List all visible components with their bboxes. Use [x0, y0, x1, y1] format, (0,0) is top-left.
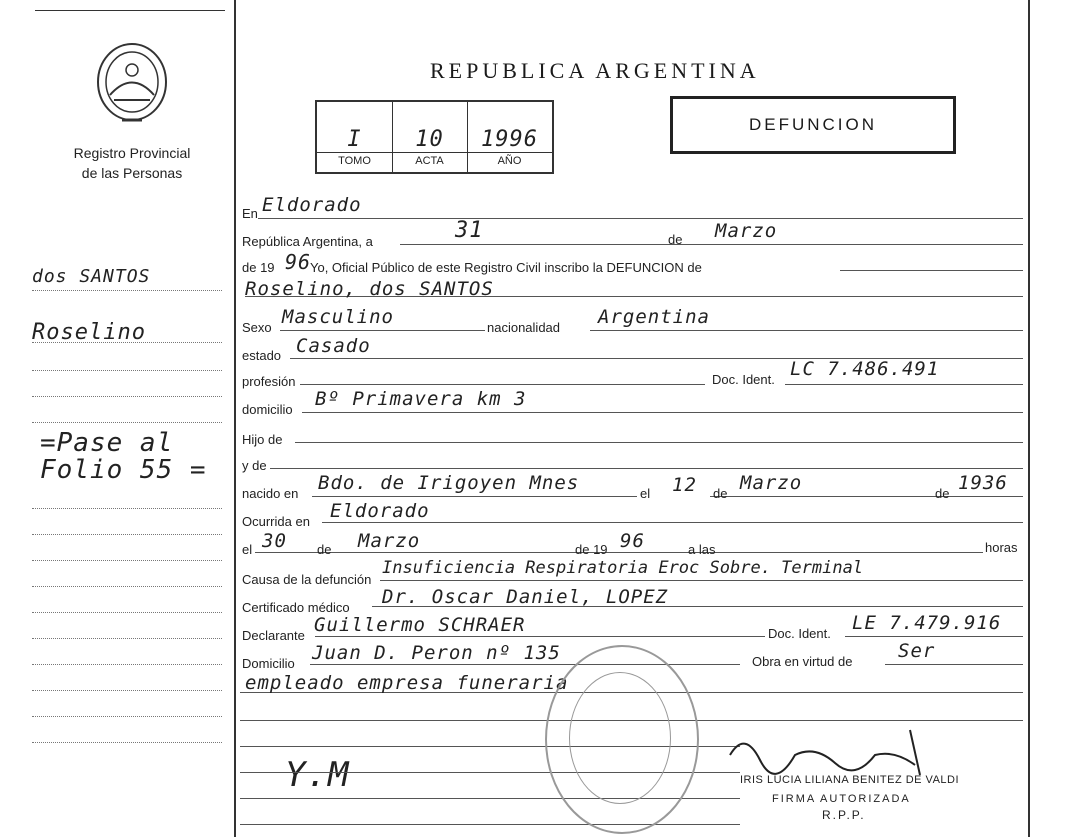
margin-note-pase-2: Folio 55 =: [40, 455, 207, 485]
decl-domicilio-value: Juan D. Peron nº 135: [312, 642, 561, 664]
nacionalidad-value: Argentina: [598, 306, 710, 328]
birth-year-value: 1936: [958, 472, 1008, 494]
estado-label: estado: [242, 348, 282, 363]
column-divider: [234, 0, 236, 837]
nacido-label: nacido en: [242, 486, 299, 501]
birth-de-label: de: [713, 486, 728, 501]
misiones-seal-icon: [92, 40, 172, 130]
en-value: Eldorado: [262, 194, 362, 216]
decl-domicilio-label: Domicilio: [242, 656, 295, 671]
birth-de2-label: de: [935, 486, 950, 501]
birth-day-value: 12: [672, 474, 697, 496]
deceased-value: Roselino, dos SANTOS: [245, 278, 494, 300]
ocurrida-value: Eldorado: [330, 500, 430, 522]
yo-text: Yo, Oficial Público de este Registro Civil inscribo la DEFUNCION de: [310, 260, 702, 275]
en-label: En: [242, 206, 258, 221]
doc-ident-label: Doc. Ident.: [712, 372, 775, 387]
declarante-label: Declarante: [242, 628, 305, 643]
domicilio-label: domicilio: [242, 402, 293, 417]
margin-initials-signature: Y.M: [285, 755, 350, 795]
decl-doc-value: LE 7.479.916: [852, 612, 1002, 634]
country-title: REPUBLICA ARGENTINA: [430, 58, 760, 83]
year-value: 96: [285, 250, 312, 274]
hijo-label: Hijo de: [242, 432, 283, 447]
margin-note-pase-1: =Pase al: [40, 428, 174, 458]
ocurrida-label: Ocurrida en: [242, 514, 310, 529]
firma-label: FIRMA AUTORIZADA: [772, 793, 911, 805]
death-el-label: el: [242, 542, 253, 557]
obra-label: Obra en virtud de: [752, 654, 853, 669]
sexo-value: Masculino: [282, 306, 394, 328]
tomo-label: TOMO: [338, 155, 371, 167]
margin-note-surname: dos SANTOS: [32, 266, 151, 287]
a-las-label: a las: [688, 542, 716, 557]
registry-stamp-icon: [545, 645, 699, 834]
birth-month-value: Marzo: [740, 472, 803, 494]
declarante-value: Guillermo SCHRAER: [314, 614, 526, 636]
doc-type-label: DEFUNCION: [748, 115, 878, 134]
nacido-value: Bdo. de Irigoyen Mnes: [318, 472, 580, 494]
y-de-label: y de: [242, 458, 267, 473]
acta-value: 10: [415, 127, 444, 152]
registry-name-line2: de las Personas: [81, 165, 183, 181]
death-de-label: de: [317, 542, 332, 557]
registry-name-line1: Registro Provincial: [73, 145, 191, 161]
estado-value: Casado: [296, 335, 371, 357]
death-year-value: 96: [620, 530, 645, 552]
doc-ident-value: LC 7.486.491: [790, 358, 940, 380]
day-value: 31: [455, 218, 484, 243]
sexo-label: Sexo: [242, 320, 272, 335]
certificado-label: Certificado médico: [242, 600, 350, 615]
certificado-value: Dr. Oscar Daniel, LOPEZ: [382, 586, 669, 608]
nacionalidad-label: nacionalidad: [487, 320, 561, 335]
ano-value: 1996: [481, 127, 538, 152]
death-month-value: Marzo: [358, 530, 421, 552]
ano-label: AÑO: [497, 155, 522, 167]
month-value: Marzo: [715, 220, 778, 242]
death-day-value: 30: [262, 530, 287, 552]
margin-note-name: Roselino: [32, 320, 146, 345]
causa-label: Causa de la defunción: [242, 572, 372, 587]
de-label: de: [668, 232, 683, 247]
rpp-label: R.P.P.: [822, 808, 866, 822]
obra-value: Ser: [898, 640, 936, 662]
official-name: IRIS LUCIA LILIANA BENITEZ DE VALDI: [740, 774, 960, 786]
horas-label: horas: [985, 540, 1018, 555]
tomo-value: I: [347, 127, 362, 152]
decl-doc-label: Doc. Ident.: [768, 626, 831, 641]
continuation-value: empleado empresa funeraria: [245, 672, 569, 694]
republica-label: República Argentina, a: [242, 234, 373, 249]
death-year-prefix: de 19: [575, 542, 608, 557]
top-rule: [35, 10, 225, 11]
acta-label: ACTA: [415, 155, 444, 167]
birth-el-label: el: [640, 486, 651, 501]
profesion-label: profesión: [242, 374, 296, 389]
domicilio-value: Bº Primavera km 3: [315, 388, 527, 410]
year-prefix-label: de 19: [242, 260, 275, 275]
right-border: [1028, 0, 1030, 837]
causa-value: Insuficiencia Respiratoria Eroc Sobre. Terminal: [382, 558, 864, 578]
